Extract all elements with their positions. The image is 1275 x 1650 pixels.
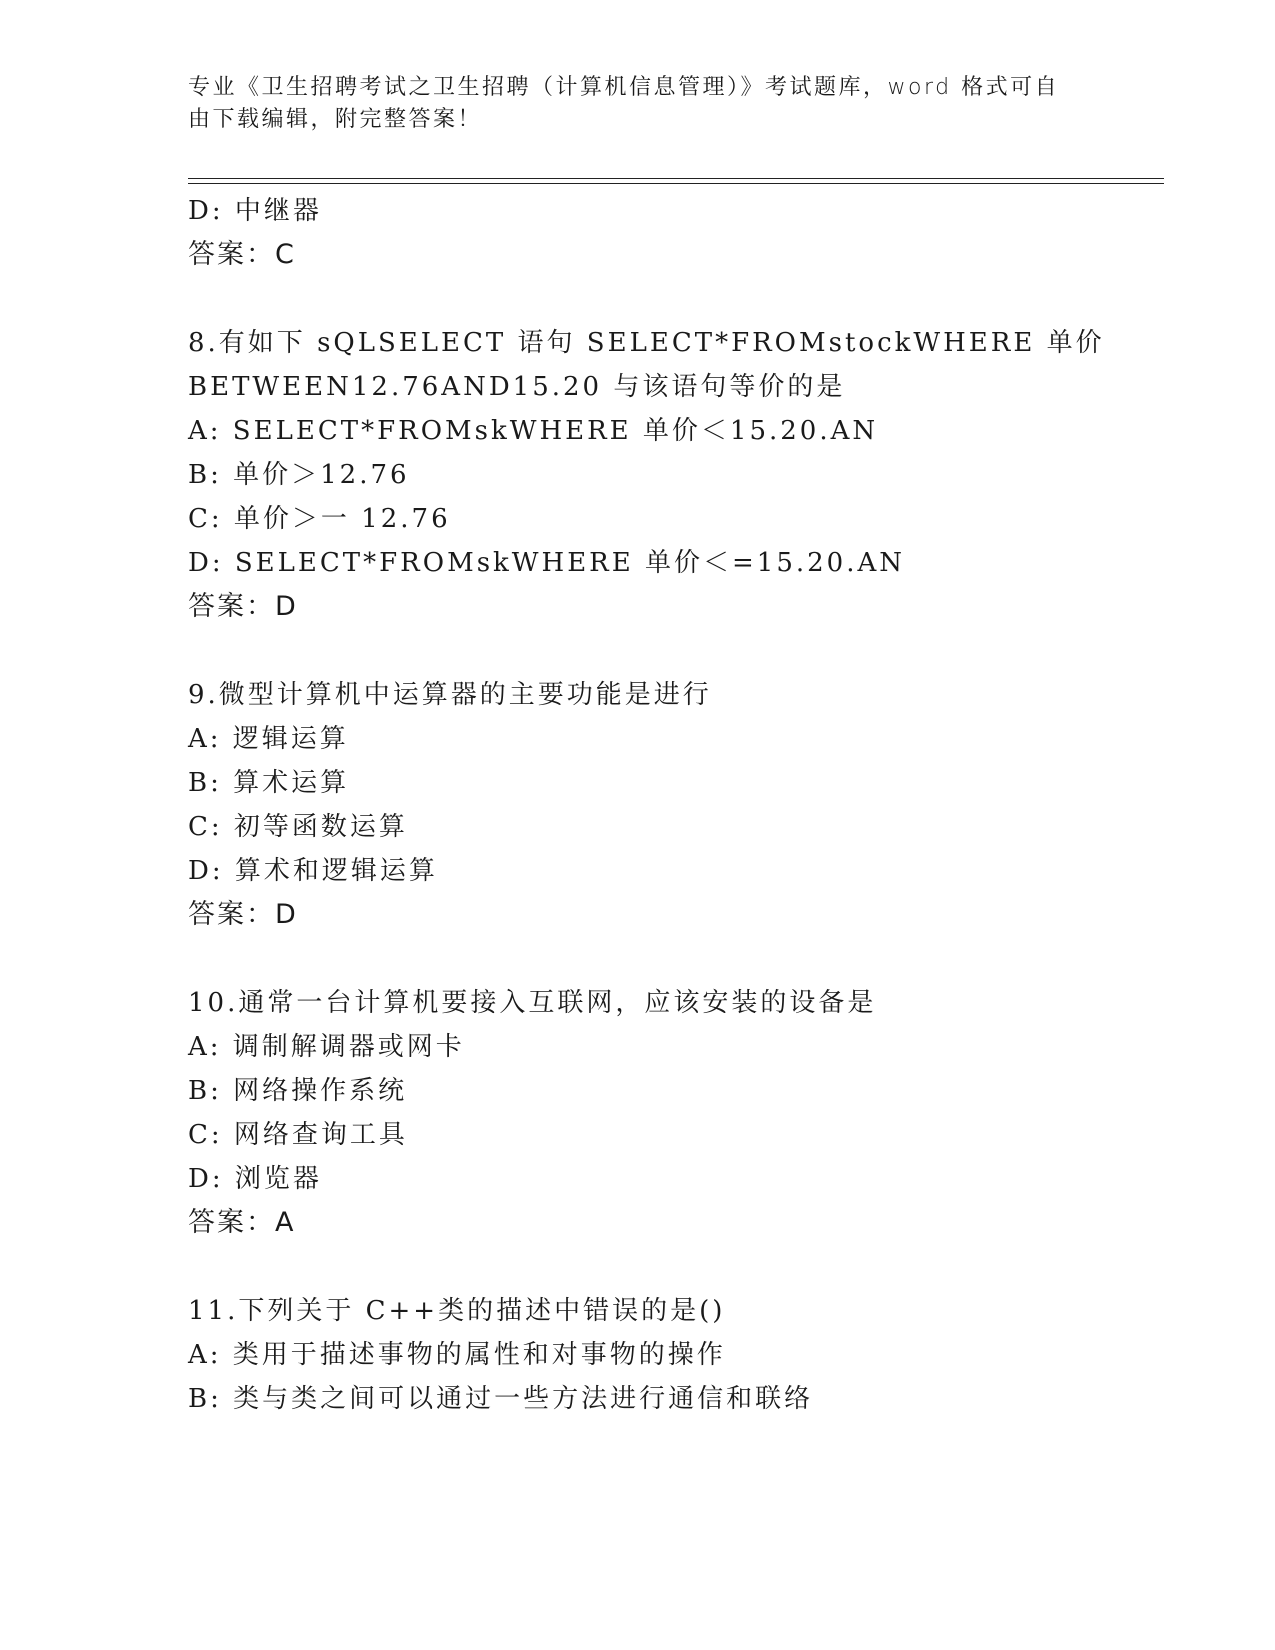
q8-answer: 答案：D: [188, 591, 298, 622]
header-rule-bottom: [188, 183, 1164, 184]
q9-option-d: D: 算术和逻辑运算: [188, 856, 438, 886]
q10-answer: 答案：A: [188, 1207, 296, 1238]
q10-stem: 10.通常一台计算机要接入互联网，应该安装的设备是: [188, 988, 877, 1018]
q9-option-c: C: 初等函数运算: [188, 812, 408, 842]
q8-option-c: C: 单价＞一 12.76: [188, 504, 451, 534]
q11-stem: 11.下列关于 C++类的描述中错误的是(): [188, 1296, 726, 1326]
q8-stem-line-1: 8.有如下 sQLSELECT 语句 SELECT*FROMstockWHERE 单价: [188, 328, 1105, 358]
q8-option-d: D: SELECT*FROMskWHERE 单价＜=15.20.AN: [188, 548, 905, 578]
q9-option-b: B: 算术运算: [188, 768, 350, 798]
header-rule-top: [188, 178, 1164, 179]
q10-option-b: B: 网络操作系统: [188, 1076, 408, 1106]
q9-answer: 答案：D: [188, 899, 298, 930]
q9-option-a: A: 逻辑运算: [188, 724, 349, 754]
q10-option-a: A: 调制解调器或网卡: [188, 1032, 465, 1062]
q11-option-b: B: 类与类之间可以通过一些方法进行通信和联络: [188, 1384, 814, 1414]
q11-option-a: A: 类用于描述事物的属性和对事物的操作: [188, 1340, 726, 1370]
document-header: [188, 72, 1088, 136]
q8-stem-line-2: BETWEEN12.76AND15.20 与该语句等价的是: [188, 372, 846, 402]
q10-option-c: C: 网络查询工具: [188, 1120, 408, 1150]
q10-option-d: D: 浏览器: [188, 1164, 322, 1194]
q8-option-a: A: SELECT*FROMskWHERE 单价＜15.20.AN: [188, 416, 879, 446]
prev-answer: 答案：C: [188, 239, 296, 270]
prev-option-d: D: 中继器: [188, 196, 322, 226]
q9-stem: 9.微型计算机中运算器的主要功能是进行: [188, 680, 712, 710]
header-line-1: 专业《卫生招聘考试之卫生招聘（计算机信息管理）》考试题库，word 格式可自: [188, 75, 1060, 100]
q8-option-b: B: 单价＞12.76: [188, 460, 410, 490]
header-line-2: 由下载编辑，附完整答案！: [188, 107, 483, 132]
